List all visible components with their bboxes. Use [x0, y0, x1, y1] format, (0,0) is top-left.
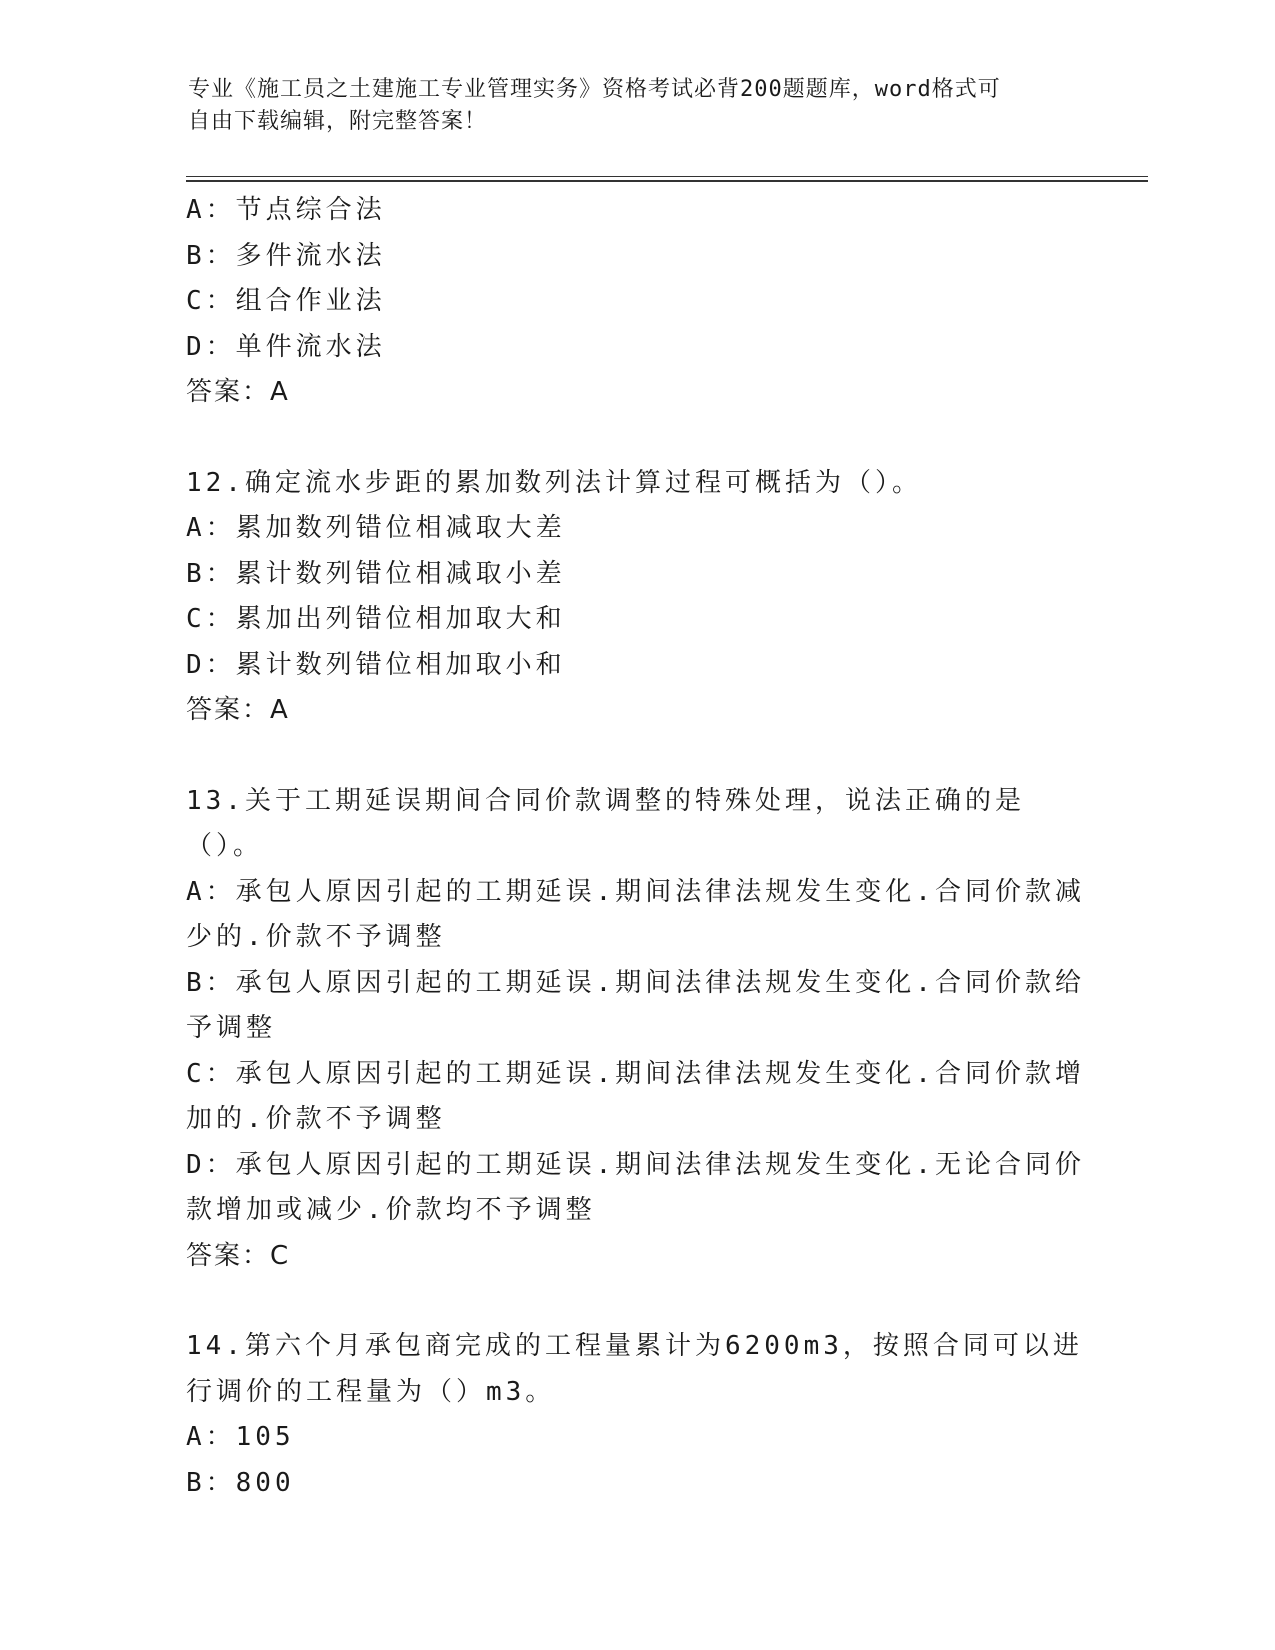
option-b: B：多件流水法	[186, 240, 386, 271]
option-c: C：累加出列错位相加取大和	[186, 604, 566, 634]
question-12-block	[186, 461, 1086, 734]
question-14-block	[186, 1324, 1086, 1506]
document-header	[188, 74, 1088, 138]
option-c: C：组合作业法	[186, 286, 386, 316]
option-a: A：节点综合法	[186, 195, 386, 225]
spacer	[186, 416, 1086, 461]
answer-line: 答案：C	[186, 1240, 291, 1271]
question-list	[186, 188, 1086, 1506]
option-a: A：105	[186, 1422, 295, 1452]
question-13-block	[186, 779, 1086, 1280]
option-b: B：累计数列错位相减取小差	[186, 558, 566, 589]
header-title-line-1: 专业《施工员之土建施工专业管理实务》资格考试必背200题题库，word格式可	[188, 77, 1001, 102]
option-b: B：800	[186, 1467, 295, 1498]
question-text: 13.关于工期延误期间合同价款调整的特殊处理，说法正确的是（）。	[186, 785, 1025, 861]
spacer	[186, 1279, 1086, 1324]
option-a: A：承包人原因引起的工期延误.期间法律法规发生变化.合同价款减少的.价款不予调整	[186, 876, 1085, 952]
answer-line: 答案：A	[186, 377, 290, 407]
question-11-block	[186, 188, 1086, 416]
question-text: 12.确定流水步距的累加数列法计算过程可概括为（）。	[186, 467, 922, 498]
spacer	[186, 734, 1086, 779]
option-c: C：承包人原因引起的工期延误.期间法律法规发生变化.合同价款增加的.价款不予调整	[186, 1058, 1085, 1134]
answer-line: 答案：A	[186, 695, 290, 725]
option-d: D：累计数列错位相加取小和	[186, 649, 566, 680]
option-a: A：累加数列错位相减取大差	[186, 513, 566, 543]
option-d: D：承包人原因引起的工期延误.期间法律法规发生变化.无论合同价款增加或减少.价款均不予调整	[186, 1149, 1085, 1225]
question-text: 14.第六个月承包商完成的工程量累计为6200m3，按照合同可以进行调价的工程量为（）m3。	[186, 1331, 1083, 1407]
header-title-line-2: 自由下载编辑，附完整答案！	[188, 109, 488, 134]
option-d: D：单件流水法	[186, 331, 386, 362]
header-divider	[186, 176, 1148, 182]
option-b: B：承包人原因引起的工期延误.期间法律法规发生变化.合同价款给予调整	[186, 967, 1085, 1043]
